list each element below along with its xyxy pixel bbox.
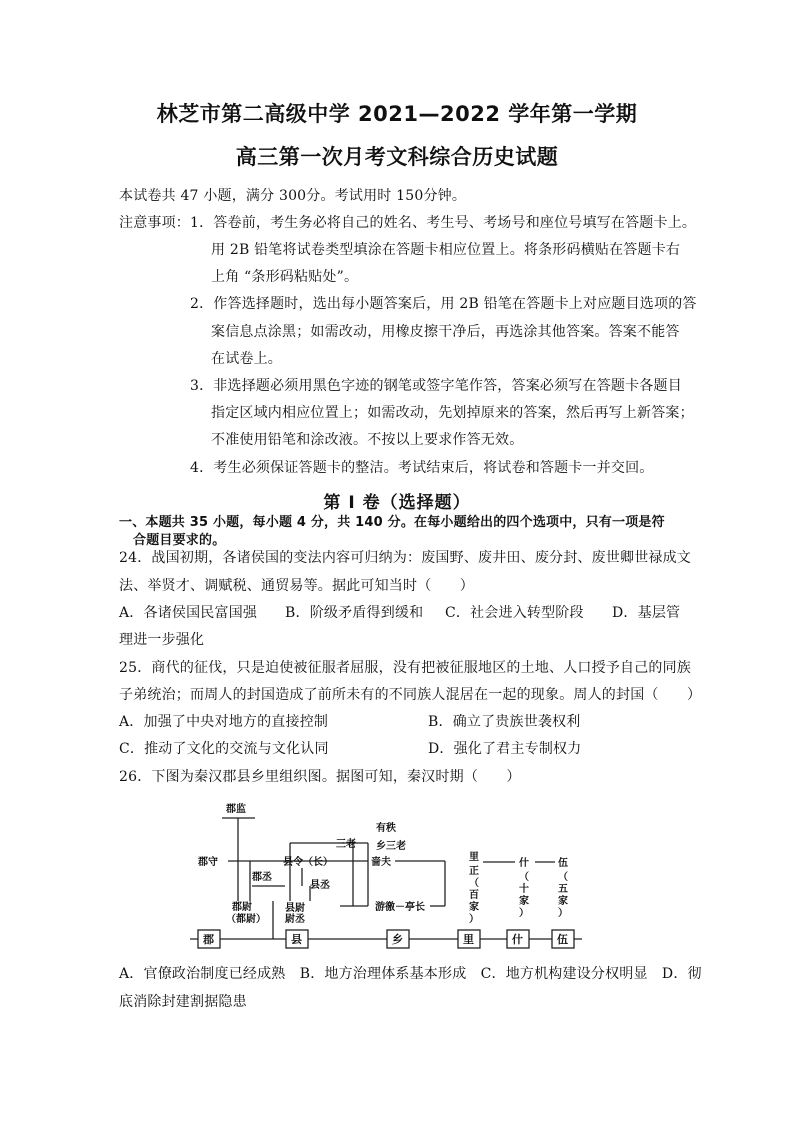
q24-option-d-cont: 理进一步强化 xyxy=(119,632,205,648)
q25-stem-line2: 子弟统治；而周人的封国造成了前所未有的不同族人混居在一起的现象。周人的封国（ ） xyxy=(119,687,702,703)
q24-stem-line1: 24．战国初期，各诸侯国的变法内容可归纳为：废国野、废井田、废分封、废世卿世禄成文 xyxy=(119,550,692,566)
diagram-youjiao: 游徼－亭长 xyxy=(375,902,425,913)
note-3-line2: 指定区域内相应位置上；如需改动，先划掉原来的答案，然后再写上新答案； xyxy=(211,405,694,421)
diagram-junjian: 郡监 xyxy=(226,804,246,815)
q24-option-a[interactable]: A．各诸侯国民富国强 xyxy=(119,605,258,621)
svg-text:（: （ xyxy=(558,872,568,883)
diagram-box-shi: 什 xyxy=(512,933,523,946)
svg-text:家: 家 xyxy=(558,896,568,907)
note-2-line1: 2．作答选择题时，选出每小题答案后，用 2B 铅笔在答题卡上对应题目选项的答 xyxy=(190,296,697,312)
q25-option-a[interactable]: A．加强了中央对地方的直接控制 xyxy=(119,714,329,730)
q26-options-line2: 底消除封建割据隐患 xyxy=(119,994,247,1010)
diagram-xiancheng: 县丞 xyxy=(310,880,330,891)
q26-stem: 26．下图为秦汉郡县乡里组织图。据图可知，秦汉时期（ ） xyxy=(119,769,521,785)
note-1-line3: 上角 “条形码粘贴处”。 xyxy=(211,269,359,285)
q24-option-b[interactable]: B．阶级矛盾得到缓和 xyxy=(285,605,424,621)
exam-title-line1: 林芝市第二高级中学 2021—2022 学年第一学期 xyxy=(156,102,638,126)
diagram-box-wu: 伍 xyxy=(557,933,568,946)
svg-text:）: ） xyxy=(519,908,529,919)
svg-text:伍: 伍 xyxy=(558,858,568,869)
diagram-youzhi: 有秩 xyxy=(376,823,396,834)
diagram-sefu: 啬夫 xyxy=(371,857,391,868)
diagram-shi xyxy=(519,856,529,919)
exam-intro: 本试卷共 47 小题，满分 300分。考试用时 150分钟。 xyxy=(119,188,467,204)
diagram-weicheng: 尉丞 xyxy=(285,914,305,925)
diagram-juncheng: 郡丞 xyxy=(252,872,272,883)
diagram-box-xian: 县 xyxy=(291,933,302,946)
svg-text:里: 里 xyxy=(469,852,479,863)
diagram-lizheng xyxy=(469,850,479,925)
section-instruction-line2: 合题目要求的。 xyxy=(133,533,226,548)
note-3-line1: 3．非选择题必须用黑色字迹的钢笔或签字笔作答，答案必须写在答题卡各题目 xyxy=(190,378,682,394)
note-3-line3: 不准使用铅笔和涂改液。不按以上要求作答无效。 xyxy=(211,432,524,448)
qinhan-organization-diagram xyxy=(190,798,590,953)
diagram-junwei: 郡尉 xyxy=(232,902,252,913)
diagram-wu xyxy=(558,856,568,919)
exam-title-line2: 高三第一次月考文科综合历史试题 xyxy=(235,145,559,169)
notes-label: 注意事项： xyxy=(119,215,190,231)
q25-stem-line1: 25．商代的征伐，只是迫使被征服者屈服，没有把被征服地区的土地、人口授予自己的同族 xyxy=(119,660,692,676)
section-title: 第 Ⅰ 卷（选择题） xyxy=(323,493,471,513)
svg-text:什: 什 xyxy=(519,858,529,869)
diagram-junshou: 郡守 xyxy=(198,857,218,868)
svg-text:正: 正 xyxy=(469,866,479,877)
q25-option-c[interactable]: C．推动了文化的交流与文化认同 xyxy=(119,741,329,757)
diagram-box-jun: 郡 xyxy=(203,933,214,946)
q24-option-c[interactable]: C．社会进入转型阶段 xyxy=(445,605,584,621)
svg-text:家: 家 xyxy=(469,902,479,913)
q25-option-b[interactable]: B．确立了贵族世袭权利 xyxy=(428,714,581,730)
svg-text:家: 家 xyxy=(519,896,529,907)
note-4-line1: 4．考生必须保证答题卡的整洁。考试结束后，将试卷和答题卡一并交回。 xyxy=(190,460,654,476)
diagram-xiangsanlao: 乡三老 xyxy=(376,841,406,852)
diagram-box-li: 里 xyxy=(463,933,474,946)
q25-option-d[interactable]: D．强化了君主专制权力 xyxy=(428,741,582,757)
q24-option-d[interactable]: D．基层管 xyxy=(612,605,681,621)
note-2-line3: 在试卷上。 xyxy=(211,351,282,367)
q26-options-line1[interactable]: A．官僚政治制度已经成熟 B．地方治理体系基本形成 C．地方机构建设分权明显 D．彻 xyxy=(119,966,702,982)
svg-text:百: 百 xyxy=(469,890,479,901)
q24-stem-line2: 法、举贤才、调赋税、通贸易等。据此可知当时（ ） xyxy=(119,578,474,594)
svg-text:（: （ xyxy=(469,878,479,889)
diagram-junwei-paren: （都尉） xyxy=(226,914,266,925)
section-instruction-line1: 一、本题共 35 小题，每小题 4 分，共 140 分。在每小题给出的四个选项中，只有一项是符 xyxy=(119,515,665,530)
svg-text:）: ） xyxy=(558,908,568,919)
svg-text:十: 十 xyxy=(519,884,529,895)
diagram-sanlao: 三老 xyxy=(336,839,356,850)
svg-text:（: （ xyxy=(519,872,529,883)
note-1-line1: 1．答卷前，考生务必将自己的姓名、考生号、考场号和座位号填写在答题卡上。 xyxy=(190,215,697,231)
svg-text:五: 五 xyxy=(558,884,568,895)
svg-text:）: ） xyxy=(469,914,479,925)
diagram-xianwei: 县尉 xyxy=(285,903,305,914)
note-1-line2: 用 2B 铅笔将试卷类型填涂在答题卡相应位置上。将条形码横贴在答题卡右 xyxy=(211,242,681,258)
diagram-box-xiang: 乡 xyxy=(392,933,403,946)
diagram-xianling: 县令（长） xyxy=(283,857,333,868)
note-2-line2: 案信息点涂黑；如需改动，用橡皮擦干净后，再选涂其他答案。答案不能答 xyxy=(211,324,680,340)
